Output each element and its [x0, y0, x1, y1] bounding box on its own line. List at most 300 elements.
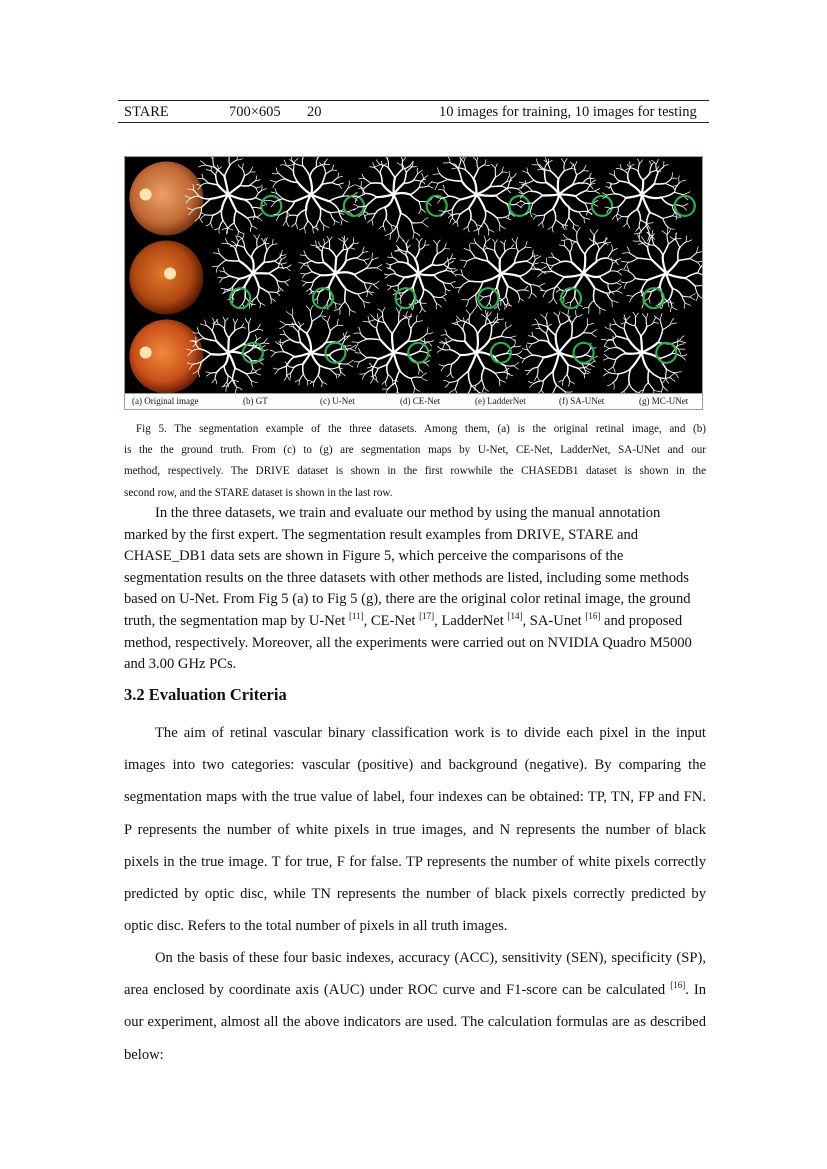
vessel-segment	[559, 185, 572, 194]
vessel-segment	[604, 340, 608, 346]
text-line: P represents the number of white pixels in true images, and N represents the number of black	[124, 821, 706, 838]
vessel-segment	[245, 318, 248, 324]
vessel-segment	[259, 361, 263, 364]
vessel-segment	[335, 303, 341, 304]
vessel-segment	[586, 191, 594, 192]
highlight-circle	[344, 196, 364, 216]
vessel-segment	[571, 325, 572, 339]
vessel-segment	[451, 364, 453, 372]
vessel-segment	[326, 331, 331, 343]
vessel-segment	[457, 316, 461, 321]
vessel-segment	[350, 248, 355, 249]
vessel-segment	[616, 324, 624, 328]
vessel-segment	[613, 341, 617, 347]
vessel-segment	[374, 165, 380, 167]
vessel-segment	[576, 191, 587, 197]
vessel-segment	[461, 321, 470, 324]
vessel-segment	[399, 236, 404, 241]
optic-disc	[140, 189, 152, 201]
vessel-segment	[328, 322, 331, 331]
vessel-segment	[261, 185, 262, 191]
vessel-segment	[340, 302, 345, 309]
vessel-segment	[506, 286, 508, 296]
vessel-segment	[675, 192, 684, 195]
vessel-segment	[419, 351, 427, 353]
vessel-segment	[273, 182, 277, 187]
vessel-segment	[463, 330, 465, 341]
vessel-segment	[516, 204, 521, 208]
segmentation-map	[432, 157, 524, 235]
vessel-segment	[642, 301, 643, 308]
vessel-segment	[533, 214, 537, 216]
vessel-segment	[558, 317, 560, 325]
vessel-segment	[447, 372, 451, 376]
vessel-segment	[392, 334, 394, 353]
vessel-segment	[585, 244, 594, 254]
vessel-segment	[633, 292, 641, 297]
vessel-segment	[500, 251, 505, 259]
vessel-segment	[610, 323, 611, 329]
vessel-segment	[421, 179, 426, 181]
vessel-segment	[485, 210, 496, 217]
vessel-segment	[514, 252, 518, 264]
vessel-segment	[476, 195, 496, 196]
vessel-segment	[603, 193, 608, 195]
vessel-segment	[257, 324, 260, 329]
vessel-segment	[428, 341, 434, 342]
vessel-segment	[211, 223, 213, 228]
vessel-segment	[617, 348, 626, 354]
vessel-segment	[205, 320, 207, 325]
vessel-segment	[338, 173, 339, 178]
vessel-segment	[537, 376, 540, 381]
vessel-segment	[660, 377, 670, 378]
vessel-segment	[453, 214, 460, 215]
vessel-segment	[370, 322, 377, 328]
vessel-segment	[663, 244, 669, 255]
citation: [14]	[507, 610, 523, 621]
highlight-circle	[675, 196, 695, 216]
vessel-segment	[292, 309, 293, 316]
vessel-segment	[255, 335, 256, 341]
vessel-segment	[608, 367, 613, 370]
vessel-segment	[306, 306, 310, 312]
vessel-segment	[418, 369, 419, 374]
vessel-segment	[291, 340, 301, 343]
vessel-segment	[568, 365, 578, 369]
vessel-segment	[400, 371, 411, 379]
paragraph-evaluation	[124, 717, 706, 942]
vessel-segment	[275, 352, 283, 353]
vessel-segment	[542, 215, 544, 222]
vessel-segment	[409, 351, 419, 355]
vessel-segment	[469, 208, 471, 219]
vessel-segment	[548, 164, 551, 171]
vessel-segment	[578, 243, 586, 255]
vessel-segment	[437, 240, 440, 245]
vessel-segment	[193, 332, 199, 333]
vessel-segment	[570, 302, 571, 307]
vessel-segment	[608, 358, 616, 359]
vessel-segment	[538, 324, 547, 327]
vessel-segment	[379, 316, 383, 320]
vessel-segment	[433, 296, 442, 297]
vessel-segment	[399, 318, 406, 323]
vessel-segment	[250, 303, 256, 304]
vessel-segment	[646, 318, 647, 326]
vessel-segment	[243, 234, 244, 239]
vessel-segment	[348, 364, 353, 367]
vessel-segment	[421, 303, 422, 308]
vessel-segment	[244, 333, 250, 344]
vessel-segment	[453, 272, 457, 276]
vessel-segment	[630, 253, 638, 258]
vessel-segment	[552, 220, 555, 227]
vessel-segment	[238, 231, 244, 234]
vessel-segment	[317, 225, 318, 230]
vessel-segment	[629, 272, 635, 278]
vessel-segment	[380, 166, 383, 173]
vessel-segment	[238, 165, 242, 169]
vessel-segment	[450, 259, 456, 260]
vessel-segment	[271, 353, 275, 357]
vessel-segment	[311, 343, 326, 353]
vessel-segment	[529, 293, 532, 298]
vessel-segment	[670, 323, 676, 324]
vessel-segment	[322, 318, 327, 322]
vessel-segment	[394, 341, 408, 352]
vessel-segment	[388, 375, 393, 381]
vessel-segment	[219, 271, 224, 272]
vessel-segment	[630, 296, 634, 302]
vessel-segment	[408, 245, 411, 248]
vessel-segment	[571, 333, 583, 338]
vessel-segment	[476, 379, 481, 385]
vessel-segment	[486, 238, 491, 241]
vessel-segment	[362, 174, 365, 179]
vessel-segment	[383, 226, 385, 231]
vessel-segment	[663, 165, 668, 167]
vessel-segment	[433, 240, 437, 245]
vessel-segment	[450, 218, 453, 223]
vessel-segment	[436, 304, 437, 310]
vessel-segment	[410, 187, 419, 194]
vessel-segment	[385, 275, 389, 278]
vessel-segment	[505, 213, 510, 217]
vessel-segment	[346, 249, 348, 261]
vessel-segment	[658, 167, 664, 173]
vessel-segment	[212, 379, 215, 383]
table-cell-resolution: 700×605	[229, 104, 281, 120]
vessel-segment	[535, 256, 541, 260]
text-line: below:	[124, 1046, 164, 1063]
vessel-segment	[438, 199, 442, 204]
vessel-segment	[616, 169, 621, 170]
vessel-segment	[553, 288, 555, 298]
vessel-segment	[281, 257, 286, 260]
vessel-segment	[341, 219, 342, 225]
vessel-segment	[419, 238, 422, 242]
vessel-segment	[500, 225, 505, 229]
vessel-segment	[244, 348, 253, 354]
vessel-segment	[654, 173, 658, 184]
vessel-segment	[507, 176, 509, 181]
segmentation-map	[621, 230, 703, 312]
vessel-segment	[223, 267, 224, 271]
vessel-segment	[411, 378, 414, 387]
vessel-segment	[281, 255, 286, 256]
vessel-segment	[377, 314, 378, 320]
vessel-segment	[665, 178, 671, 183]
vessel-segment	[450, 282, 455, 284]
vessel-segment	[360, 333, 367, 339]
vessel-segment	[506, 325, 511, 329]
vessel-segment	[627, 278, 635, 282]
vessel-segment	[391, 262, 398, 265]
vessel-segment	[489, 296, 490, 303]
vessel-segment	[434, 275, 443, 282]
vessel-segment	[301, 274, 306, 275]
vessel-segment	[611, 329, 617, 336]
vessel-segment	[399, 314, 400, 323]
vessel-segment	[637, 159, 639, 164]
vessel-segment	[252, 207, 260, 208]
vessel-segment	[532, 255, 538, 256]
vessel-segment	[613, 374, 618, 382]
vessel-segment	[590, 230, 594, 235]
vessel-segment	[428, 342, 432, 346]
vessel-segment	[220, 254, 227, 260]
vessel-segment	[245, 286, 246, 297]
vessel-segment	[485, 322, 493, 325]
vessel-segment	[564, 168, 571, 170]
vessel-segment	[624, 383, 629, 391]
vessel-segment	[585, 203, 588, 210]
vessel-segment	[501, 186, 508, 189]
vessel-segment	[553, 298, 557, 304]
vessel-segment	[608, 382, 614, 385]
vessel-segment	[508, 178, 511, 188]
vessel-segment	[329, 249, 336, 258]
vessel-segment	[247, 217, 256, 218]
vessel-segment	[535, 319, 538, 324]
vessel-segment	[232, 368, 235, 379]
vessel-segment	[509, 171, 511, 178]
vessel-segment	[387, 365, 388, 375]
vessel-segment	[544, 161, 548, 164]
vessel-segment	[568, 382, 570, 387]
vessel-segment	[235, 368, 246, 374]
vessel-segment	[445, 382, 449, 387]
vessel-segment	[639, 160, 642, 164]
vessel-segment	[300, 374, 304, 380]
vessel-segment	[557, 287, 560, 290]
vessel-segment	[573, 228, 577, 233]
vessel-segment	[495, 251, 500, 260]
vessel-segment	[660, 354, 672, 359]
vessel-segment	[352, 342, 358, 343]
vessel-segment	[278, 267, 286, 268]
caption-line: Fig 5. The segmentation example of the three datasets. Among them, (a) is the original retinal image, and (b)	[136, 423, 706, 435]
vessel-segment	[612, 248, 617, 251]
vessel-segment	[367, 286, 371, 292]
vessel-segment	[595, 191, 600, 194]
vessel-segment	[541, 381, 543, 391]
vessel-segment	[335, 303, 336, 308]
vessel-segment	[397, 236, 400, 242]
vessel-segment	[411, 322, 417, 329]
vessel-segment	[310, 177, 312, 195]
vessel-segment	[570, 297, 574, 303]
vessel-segment	[375, 368, 378, 374]
vessel-segment	[636, 228, 640, 232]
vessel-segment	[267, 245, 272, 251]
vessel-segment	[257, 240, 258, 248]
text-line: optic disc. Refers to the total number of pixels in all truth images.	[124, 918, 508, 935]
vessel-segment	[277, 179, 286, 182]
vessel-segment	[284, 375, 287, 380]
vessel-segment	[541, 315, 546, 319]
vessel-segment	[624, 223, 628, 227]
vessel-segment	[695, 286, 698, 294]
vessel-segment	[500, 301, 501, 306]
vessel-segment	[275, 256, 281, 261]
vessel-segment	[615, 194, 625, 198]
vessel-segment	[332, 178, 338, 183]
vessel-segment	[616, 287, 621, 292]
vessel-segment	[306, 256, 312, 261]
vessel-segment	[321, 274, 335, 276]
vessel-segment	[569, 218, 574, 224]
vessel-segment	[576, 315, 582, 317]
vessel-segment	[229, 330, 235, 338]
vessel-segment	[294, 364, 303, 367]
text-line: predicted by optic disc, while TN represents the number of black pixels correctly predicted by	[124, 885, 706, 902]
vessel-segment	[639, 220, 640, 228]
vessel-segment	[566, 302, 571, 303]
vessel-segment	[533, 196, 542, 204]
vessel-segment	[223, 317, 225, 322]
vessel-segment	[206, 223, 210, 226]
vessel-segment	[303, 166, 310, 177]
vessel-segment	[391, 225, 392, 231]
vessel-segment	[242, 164, 243, 169]
vessel-segment	[308, 380, 313, 381]
vessel-segment	[308, 221, 313, 227]
vessel-segment	[686, 236, 687, 242]
text-span: area enclosed by coordinate axis (AUC) under ROC curve and F1-score can be calculated	[124, 982, 671, 999]
vessel-segment	[596, 258, 607, 262]
vessel-segment	[369, 363, 372, 367]
vessel-segment	[616, 283, 621, 285]
vessel-segment	[324, 225, 329, 227]
vessel-segment	[471, 219, 477, 225]
vessel-segment	[264, 261, 275, 262]
vessel-segment	[364, 183, 371, 188]
vessel-segment	[386, 219, 391, 225]
vessel-segment	[628, 258, 637, 262]
vessel-segment	[567, 365, 568, 375]
vessel-segment	[464, 157, 466, 162]
vessel-segment	[545, 171, 547, 183]
vessel-segment	[446, 289, 451, 291]
vessel-segment	[558, 179, 559, 194]
vessel-segment	[425, 240, 426, 245]
vessel-segment	[446, 343, 451, 349]
vessel-segment	[501, 241, 505, 244]
vessel-segment	[608, 336, 617, 340]
vessel-segment	[482, 379, 485, 387]
vessel-segment	[638, 171, 643, 180]
vessel-segment	[525, 247, 531, 248]
vessel-segment	[344, 236, 345, 242]
vessel-segment	[495, 164, 497, 169]
vessel-segment	[476, 195, 485, 211]
vessel-segment	[520, 276, 530, 284]
vessel-segment	[460, 260, 466, 261]
vessel-segment	[383, 157, 387, 159]
vessel-segment	[252, 226, 258, 229]
vessel-segment	[667, 227, 668, 234]
vessel-segment	[676, 240, 680, 248]
vessel-segment	[388, 159, 389, 167]
vessel-segment	[519, 182, 525, 184]
vessel-segment	[414, 174, 418, 180]
vessel-segment	[470, 311, 474, 316]
vessel-segment	[514, 261, 525, 263]
vessel-segment	[604, 347, 609, 349]
vessel-segment	[300, 255, 306, 256]
vessel-segment	[320, 316, 326, 317]
vessel-segment	[329, 201, 339, 210]
vessel-segment	[495, 372, 504, 373]
vessel-segment	[237, 387, 242, 390]
vessel-segment	[228, 338, 229, 352]
vessel-segment	[595, 288, 607, 293]
vessel-segment	[211, 215, 213, 222]
vessel-segment	[577, 170, 584, 174]
vessel-segment	[627, 296, 633, 297]
label-original-image: (a) Original image	[132, 396, 199, 406]
vessel-segment	[579, 212, 584, 218]
vessel-segment	[668, 227, 675, 230]
vessel-segment	[570, 252, 572, 263]
vessel-segment	[228, 223, 234, 228]
vessel-segment	[500, 259, 501, 273]
vessel-segment	[312, 272, 321, 276]
vessel-segment	[462, 275, 469, 281]
vessel-segment	[324, 166, 326, 174]
vessel-segment	[335, 374, 337, 379]
vessel-segment	[585, 355, 592, 358]
vessel-segment	[428, 182, 432, 186]
label-saunet: (f) SA-UNet	[559, 396, 605, 406]
vessel-segment	[552, 271, 564, 277]
vessel-segment	[610, 271, 618, 272]
vessel-segment	[591, 180, 596, 183]
vessel-segment	[568, 310, 569, 317]
vessel-segment	[526, 261, 533, 264]
vessel-segment	[463, 323, 465, 330]
vessel-segment	[453, 340, 465, 342]
vessel-segment	[290, 373, 291, 378]
vessel-segment	[554, 258, 560, 262]
vessel-segment	[414, 387, 419, 391]
vessel-segment	[696, 295, 698, 301]
vessel-segment	[485, 160, 486, 165]
vessel-segment	[279, 342, 284, 343]
vessel-segment	[661, 197, 672, 205]
